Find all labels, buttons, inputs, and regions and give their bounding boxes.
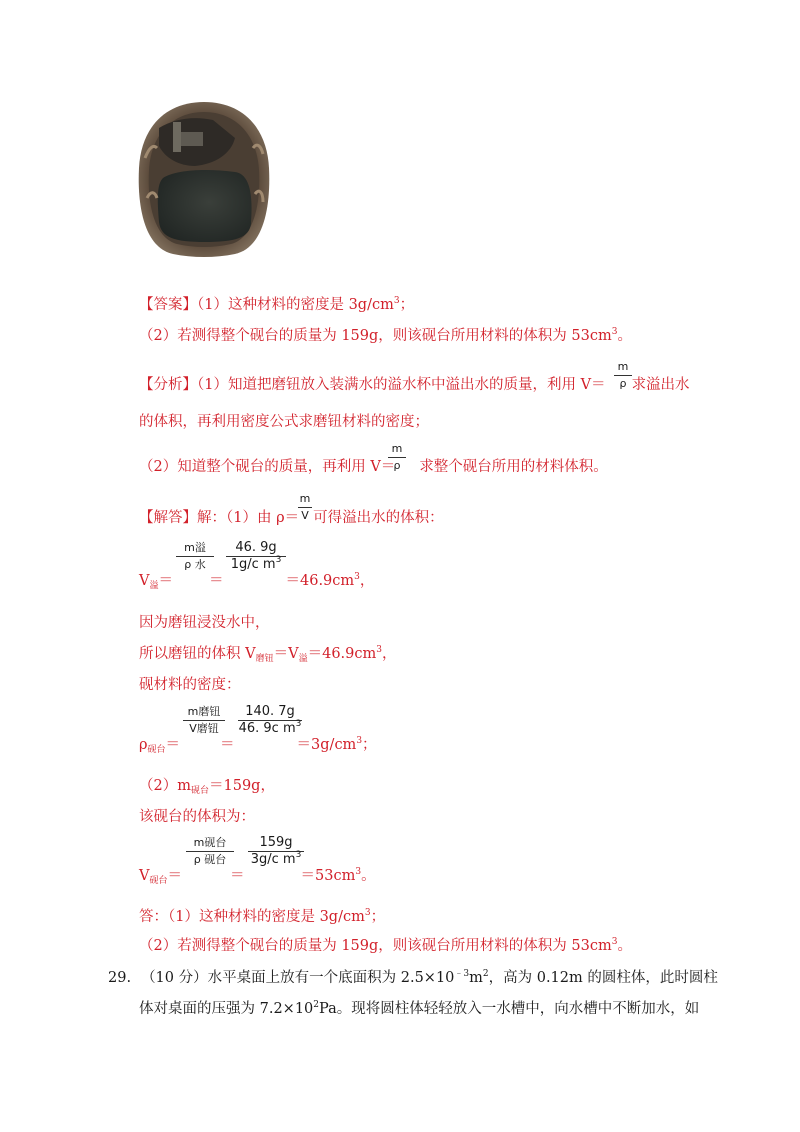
analysis-line-2: 的体积，再利用密度公式求磨钮材料的密度；	[139, 414, 429, 430]
answer-tag: 【答案】	[139, 297, 197, 313]
analysis-fraction-1: m ρ	[614, 359, 632, 392]
because-line: 因为磨钮浸没水中，	[139, 615, 270, 631]
final-answer-line-1: 答：（1）这种材料的密度是 $3g/cm^3$；	[139, 908, 386, 925]
equation-2-fraction-1: m磨钮 V磨钮	[183, 704, 225, 737]
solution-tag: 【解答】	[139, 510, 197, 526]
analysis-fraction-2: m ρ	[388, 441, 406, 474]
volume-label: 该砚台的体积为：	[139, 809, 255, 825]
question-29-line-2: 体对桌面的压强为 $7.2\times 10^2Pa$。现将圆柱体轻轻放入一水槽中，向水槽中不断加水，如	[139, 1000, 700, 1017]
equation-3-fraction-2: 159g 3g/c $m^3$	[248, 835, 304, 869]
solution-density-fraction: m V	[299, 492, 311, 522]
question-number: 29.	[108, 970, 132, 986]
part2-line: $(2)m_{砚台}=159g$，	[139, 778, 275, 796]
answer-line-2: （2）若测得整个砚台的质量为 159g，则该砚台所用材料的体积为 $53cm^3$。	[139, 327, 632, 344]
so-line: 所以磨钮的体积 $V_{磨钮}=V_溢=46.9cm^3$，	[139, 645, 397, 664]
equation-2-fraction-2: 140. 7g 46. 9c $m^3$	[238, 704, 302, 736]
density-label: 砚材料的密度：	[139, 677, 241, 693]
analysis-line-1: 【分析】（1）知道把磨钮放入装满水的溢水杯中溢出水的质量，利用 V＝ 求溢出水	[139, 377, 690, 393]
inkstone-photo	[135, 98, 273, 258]
answer-line-1: 【答案】（1）这种材料的密度是 $3g/cm^3$；	[139, 296, 415, 313]
equation-1-fraction-1: m溢 ρ 水	[176, 540, 214, 573]
equation-1: $V_溢= = =46.9cm^3$，	[139, 572, 375, 591]
question-29-line-1: 29. （10 分）水平桌面上放有一个底面积为 $2.5\times 10^{﹣3}m^2$，高为 0.12m 的圆柱体，此时圆柱	[108, 969, 718, 986]
analysis-tag: 【分析】	[139, 377, 197, 393]
solution-intro: 【解答】解：（1）由 ρ＝ 可得溢出水的体积：	[139, 510, 444, 526]
equation-2: $\rho_{砚台}= = =3g/cm^3$；	[139, 736, 377, 755]
final-answer-line-2: （2）若测得整个砚台的质量为 159g，则该砚台所用材料的体积为 $53cm^3$。	[139, 937, 632, 954]
equation-1-fraction-2: 46. 9g 1g/c $m^3$	[226, 540, 286, 574]
equation-3: $V_{砚台}= = =53cm^3$。	[139, 867, 376, 886]
analysis-line-3: （2）知道整个砚台的质量，再利用 V＝ 求整个砚台所用的材料体积。	[139, 459, 608, 475]
equation-3-fraction-1: m砚台 ρ 砚台	[186, 835, 234, 868]
